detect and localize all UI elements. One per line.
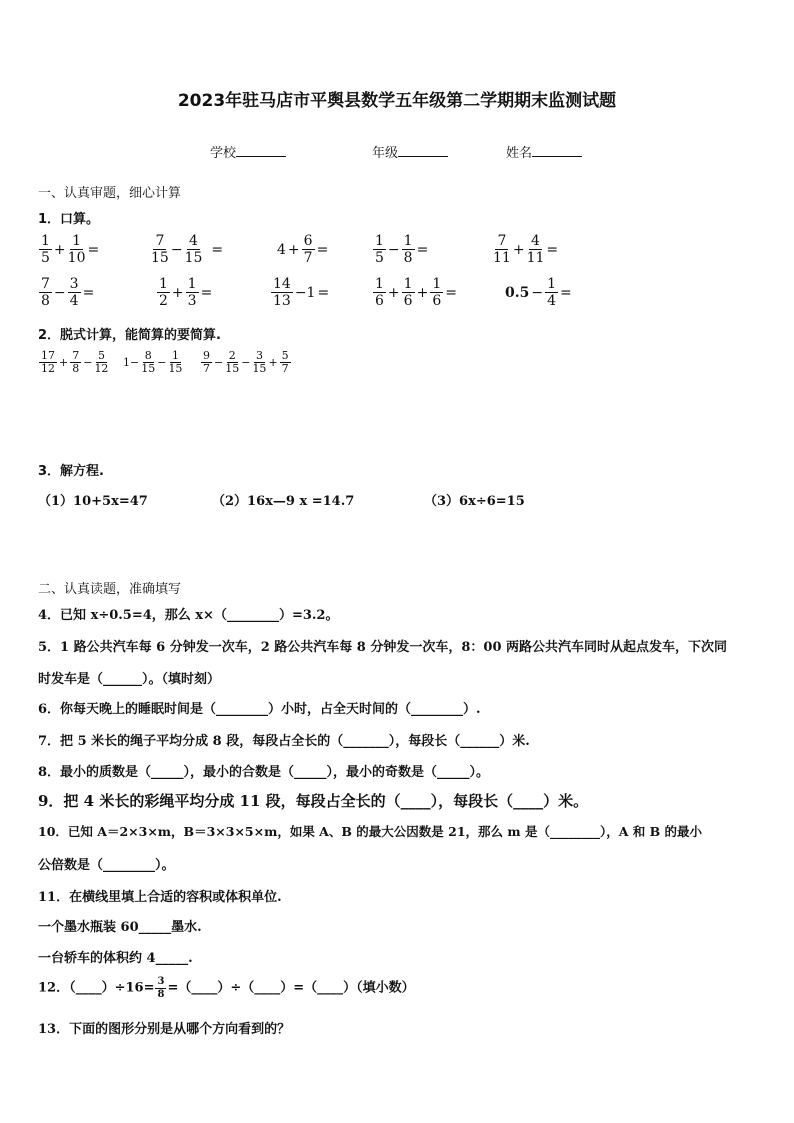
q3-label: 3．解方程. — [38, 464, 104, 479]
section-2-heading: 二、认真读题，准确填写 — [38, 582, 182, 597]
q1-item-5: $\frac{7}{11}$ + $\frac{4}{11}$ = — [493, 233, 559, 267]
q11-item-a: 一个墨水瓶装 60_____墨水. — [38, 920, 202, 935]
q12: 12．（____）÷16= $\frac{3}{8}$ =（____）÷（____）=（____）（填小数） — [38, 976, 415, 1000]
section-1-heading: 一、认真审题，细心计算 — [38, 186, 182, 201]
q5-line-2: 时发车是（______）。（填时刻） — [38, 672, 221, 687]
name-label: 姓名 — [506, 146, 533, 161]
q1-label: 1．口算。 — [38, 212, 100, 227]
q9: 9．把 4 米长的彩绳平均分成 11 段，每段占全长的（____），每段长（____）米。 — [38, 792, 589, 810]
school-field — [210, 142, 286, 161]
school-label: 学校 — [210, 146, 237, 161]
q1-item-6: $\frac{7}{8}$ − $\frac{3}{4}$ = — [41, 276, 95, 310]
q1-item-10: 0.5 − $\frac{1}{4}$ = — [505, 276, 572, 310]
q3-part-3: （3）6x÷6=15 — [424, 494, 525, 509]
q2-expr-3: $\frac{9}{7}$ − $\frac{2}{15}$ − $\frac{3}{15}$ + $\frac{5}{7}$ — [203, 349, 289, 376]
q1-item-2: $\frac{7}{15}$ − $\frac{4}{15}$ = — [151, 233, 224, 267]
q11-item-b: 一台轿车的体积约 4_____. — [38, 951, 193, 966]
q6: 6．你每天晚上的睡眠时间是（________）小时，占全天时间的（________）. — [38, 702, 481, 717]
q2-expr-1: $\frac{17}{12}$ + $\frac{7}{8}$ − $\frac{5}{12}$ — [41, 349, 109, 376]
page-title: 2023年驻马店市平舆县数学五年级第二学期期末监测试题 — [177, 91, 617, 111]
q1-item-8: $\frac{14}{13}$ −1 = — [273, 276, 330, 310]
q13: 13．下面的图形分别是从哪个方向看到的？ — [38, 1022, 291, 1037]
q8: 8．最小的质数是（_____），最小的合数是（_____），最小的奇数是（_____）。 — [38, 765, 490, 780]
grade-field — [372, 142, 448, 161]
name-blank[interactable] — [532, 144, 582, 157]
q11: 11．在横线里填上合适的容积或体积单位. — [38, 890, 282, 905]
q1-item-7: $\frac{1}{2}$ + $\frac{1}{3}$ = — [159, 276, 213, 310]
q10-line-2: 公倍数是（________）。 — [38, 858, 175, 873]
q2-label: 2．脱式计算，能简算的要简算. — [38, 328, 221, 343]
grade-label: 年级 — [372, 146, 399, 161]
q1-item-9: $\frac{1}{6}$ + $\frac{1}{6}$ + $\frac{1}{6}$ = — [375, 276, 457, 310]
q10-line-1: 10．已知 A＝2×3×m，B＝3×3×5×m，如果 A、B 的最大公因数是 21，那么 m 是（________），A 和 B 的最小 — [38, 824, 703, 839]
q1-item-1: $\frac{1}{5}$ + $\frac{1}{10}$ = — [41, 233, 100, 267]
name-field — [506, 142, 582, 161]
school-blank[interactable] — [236, 144, 286, 157]
q1-item-3: 4 + $\frac{6}{7}$ = — [277, 233, 329, 267]
q3-part-1: （1）10+5x=47 — [38, 494, 148, 509]
q2-expr-2: 1− $\frac{8}{15}$ − $\frac{1}{15}$ — [123, 349, 183, 376]
q1-item-4: $\frac{1}{5}$ − $\frac{1}{8}$ = — [375, 233, 429, 267]
q7: 7．把 5 米长的绳子平均分成 8 段，每段占全长的（_______），每段长（______）米. — [38, 734, 530, 749]
q5-line-1: 5．1 路公共汽车每 6 分钟发一次车，2 路公共汽车每 8 分钟发一次车，8：00 两路公共汽车同时从起点发车，下次同 — [38, 640, 728, 655]
grade-blank[interactable] — [398, 144, 448, 157]
q4: 4．已知 x÷0.5=4，那么 x×（________）=3.2。 — [38, 608, 339, 623]
q3-part-2: （2）16x—9 x =14.7 — [212, 494, 355, 509]
